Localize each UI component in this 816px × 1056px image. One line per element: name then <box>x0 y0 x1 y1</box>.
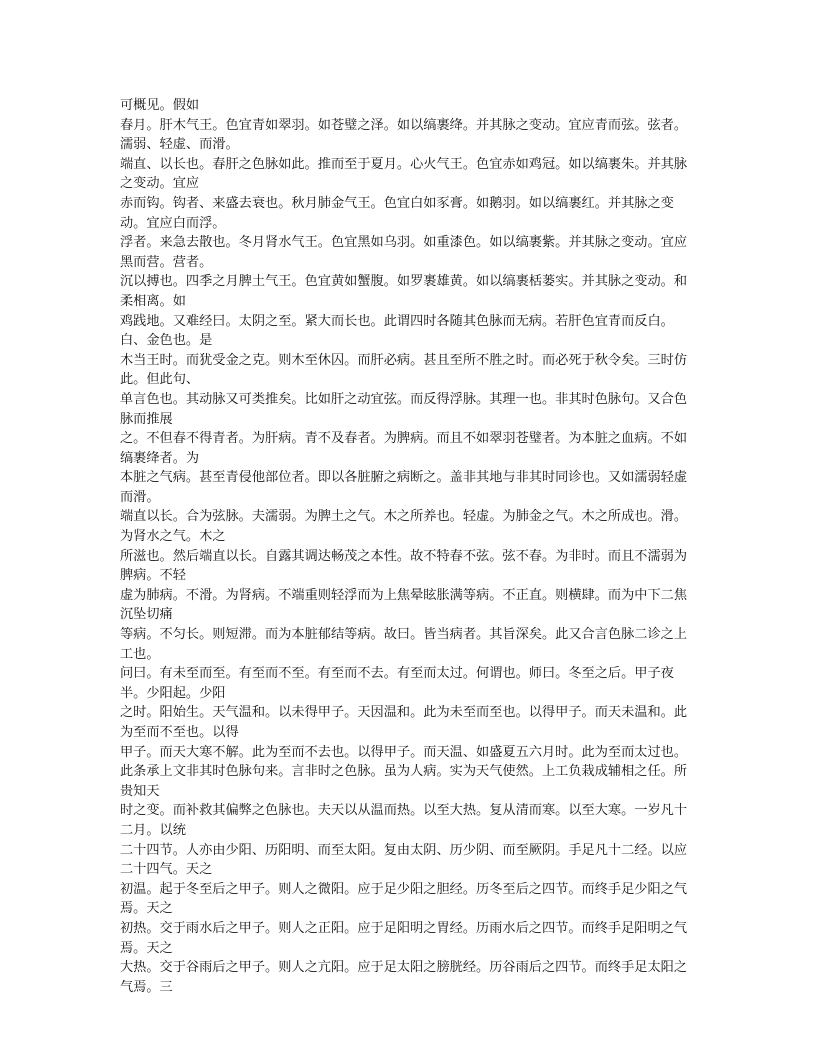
paragraph-9: 单言色也。其动脉又可类推矣。比如肝之动宜弦。而反得浮脉。其理一也。非其时色脉句。又合色脉而推展 <box>120 391 688 427</box>
paragraph-22: 初温。起于冬至后之甲子。则人之微阳。应于足少阳之胆经。历冬至后之四节。而终手足少阳之气焉。天之 <box>120 881 688 917</box>
paragraph-4: 赤而钩。钩者、来盛去衰也。秋月肺金气王。色宜白如豕膏。如鹅羽。如以缟裹红。并其脉之变动。宜应白而浮。 <box>120 195 674 231</box>
paragraph-12: 端直以长。合为弦脉。夫濡弱。为脾土之气。木之所养也。轻虚。为肺金之气。木之所成也。滑。为肾水之气。木之 <box>120 509 688 545</box>
paragraph-20: 时之变。而补救其偏弊之色脉也。夫天以从温而热。以至大热。复从清而寒。以至大寒。一岁凡十二月。以统 <box>120 803 688 838</box>
paragraph-17: 之时。阳始生。天气温和。以未得甲子。天因温和。此为未至而至也。以得甲子。而天未温和。此为至而不至也。以得 <box>120 705 688 740</box>
paragraph-16: 问曰。有未至而至。有至而不至。有至而不去。有至而太过。何谓也。师曰。冬至之后。甲子夜半。少阳起。少阳 <box>120 666 674 701</box>
paragraph-14: 虚为肺病。不滑。为肾病。不端重则轻浮而为上焦晕眩胀满等病。不正直。则横肆。而为中下二焦沉坠切痛 <box>120 587 688 623</box>
paragraph-15: 等病。不匀长。则短滞。而为本脏郁结等病。故曰。皆当病者。其旨深矣。此又合言色脉二诊之上工也。 <box>120 627 688 662</box>
paragraph-7: 鸡践地。又难经曰。太阴之至。紧大而长也。此谓四时各随其色脉而无病。若肝色宜青而反白。白、金色也。是 <box>120 313 674 349</box>
document-page <box>120 96 700 997</box>
paragraph-11: 本脏之气病。甚至青侵他部位者。即以各脏腑之病断之。盖非其地与非其时同诊也。又如濡弱轻虚而滑。 <box>120 470 688 505</box>
paragraph-5: 浮者。来急去散也。冬月肾水气王。色宜黑如乌羽。如重漆色。如以缟裹紫。并其脉之变动。宜应黑而营。营者。 <box>120 235 688 270</box>
paragraph-13: 所滋也。然后端直以长。自露其调达畅茂之本性。故不特春不弦。弦不春。为非时。而且不濡弱为脾病。不轻 <box>120 548 688 584</box>
paragraph-6: 沉以搏也。四季之月脾土气王。色宜黄如蟹腹。如罗裹雄黄。如以缟裹栝蒌实。并其脉之变动。和柔相离。如 <box>120 274 688 309</box>
paragraph-23: 初热。交于雨水后之甲子。则人之正阳。应于足阳明之胃经。历雨水后之四节。而终手足阳明之气焉。天之 <box>120 920 688 956</box>
paragraph-8: 木当王时。而犹受金之克。则木至休囚。而肝必病。甚且至所不胜之时。而必死于秋令矣。三时仿此。但此句、 <box>120 352 688 388</box>
paragraph-18: 甲子。而天大寒不解。此为至而不去也。以得甲子。而天温、如盛夏五六月时。此为至而太过也。 <box>120 744 688 760</box>
paragraph-24: 大热。交于谷雨后之甲子。则人之亢阳。应于足太阳之膀胱经。历谷雨后之四节。而终手足太阳之气焉。三 <box>120 960 688 995</box>
paragraph-10: 之。不但春不得青者。为肝病。青不及春者。为脾病。而且不如翠羽苍璧者。为本脏之血病。不如缟裹绛者。为 <box>120 431 688 466</box>
paragraph-3: 端直、以长也。春肝之色脉如此。推而至于夏月。心火气王。色宜赤如鸡冠。如以缟裹朱。并其脉之变动。宜应 <box>120 156 688 192</box>
paragraph-2: 春月。肝木气王。色宜青如翠羽。如苍璧之泽。如以缟裹绛。并其脉之变动。宜应青而弦。弦者。濡弱、轻虚、而滑。 <box>120 117 688 153</box>
paragraph-19: 此条承上文非其时色脉句来。言非时之色脉。虽为人病。实为天气使然。上工负栽成辅相之任。所贵知天 <box>120 764 688 799</box>
paragraph-1: 可概见。假如 <box>120 98 200 113</box>
paragraph-21: 二十四节。人亦由少阳、历阳明、而至太阳。复由太阴、历少阴、而至厥阴。手足凡十二经。以应二十四气。天之 <box>120 842 688 878</box>
